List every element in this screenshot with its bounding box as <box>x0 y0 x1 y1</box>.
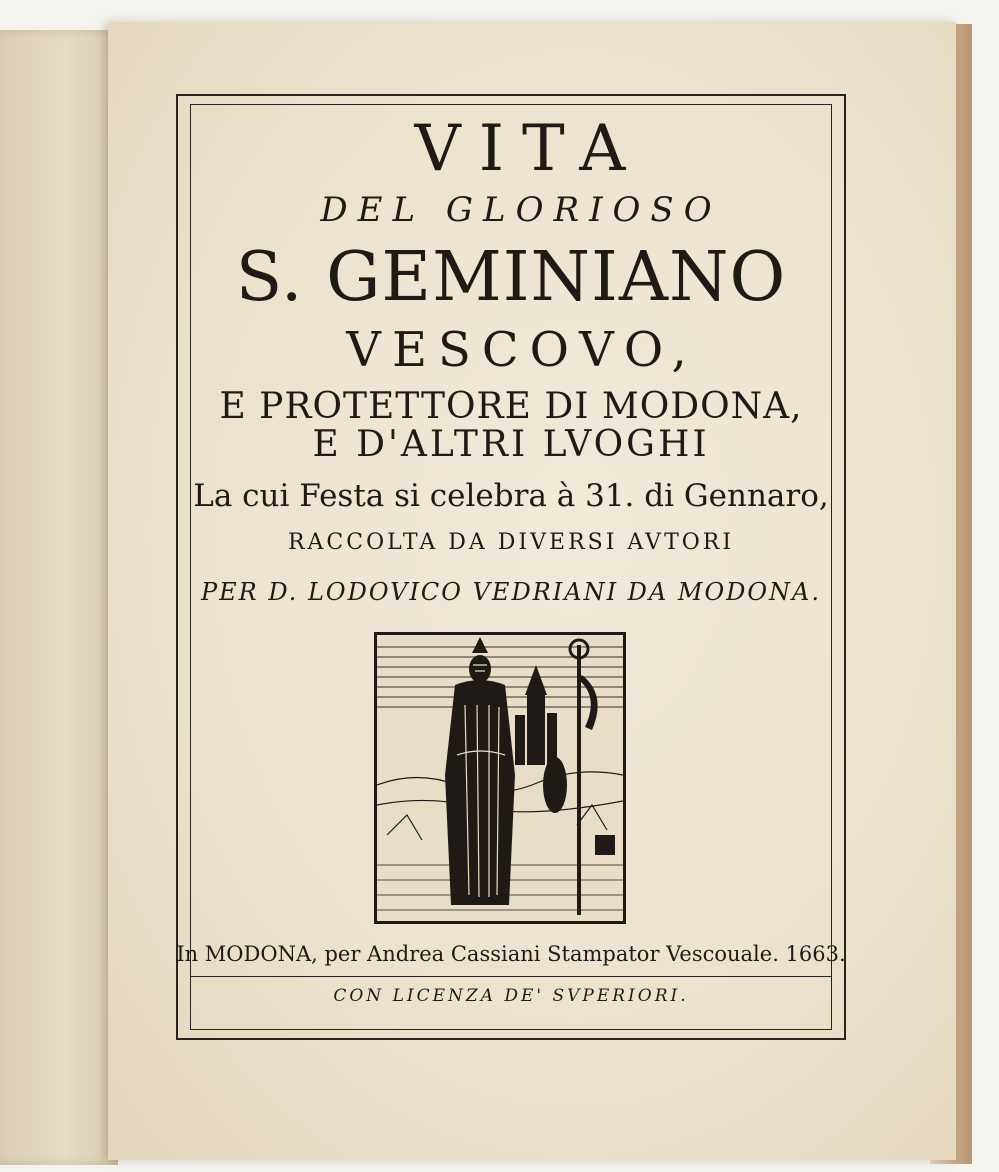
left-page <box>0 30 118 1165</box>
title-luoghi: E D'ALTRI LVOGHI <box>312 424 710 465</box>
woodcut-illustration <box>374 632 626 924</box>
imprint-line: In MODONA, per Andrea Cassiani Stampator Vescouale. 1663. <box>176 942 846 966</box>
title-protettore: E PROTETTORE DI MODONA, <box>219 386 803 427</box>
title-raccolta: RACCOLTA DA DIVERSI AVTORI <box>287 530 735 555</box>
bishop-woodcut-icon <box>377 635 623 921</box>
title-del-glorioso: DEL GLORIOSO <box>320 190 722 230</box>
title-festa: La cui Festa si celebra à 31. di Gennaro, <box>193 478 829 514</box>
title-author: PER D. LODOVICO VEDRIANI DA MODONA. <box>200 578 822 606</box>
title-vita: VITA <box>414 112 644 186</box>
licenza-line: CON LICENZA DE' SVPERIORI. <box>333 986 689 1006</box>
title-vescovo: VESCOVO, <box>346 322 698 378</box>
divider-rule <box>190 976 832 977</box>
title-saint-name: S. GEMINIANO <box>235 238 787 317</box>
